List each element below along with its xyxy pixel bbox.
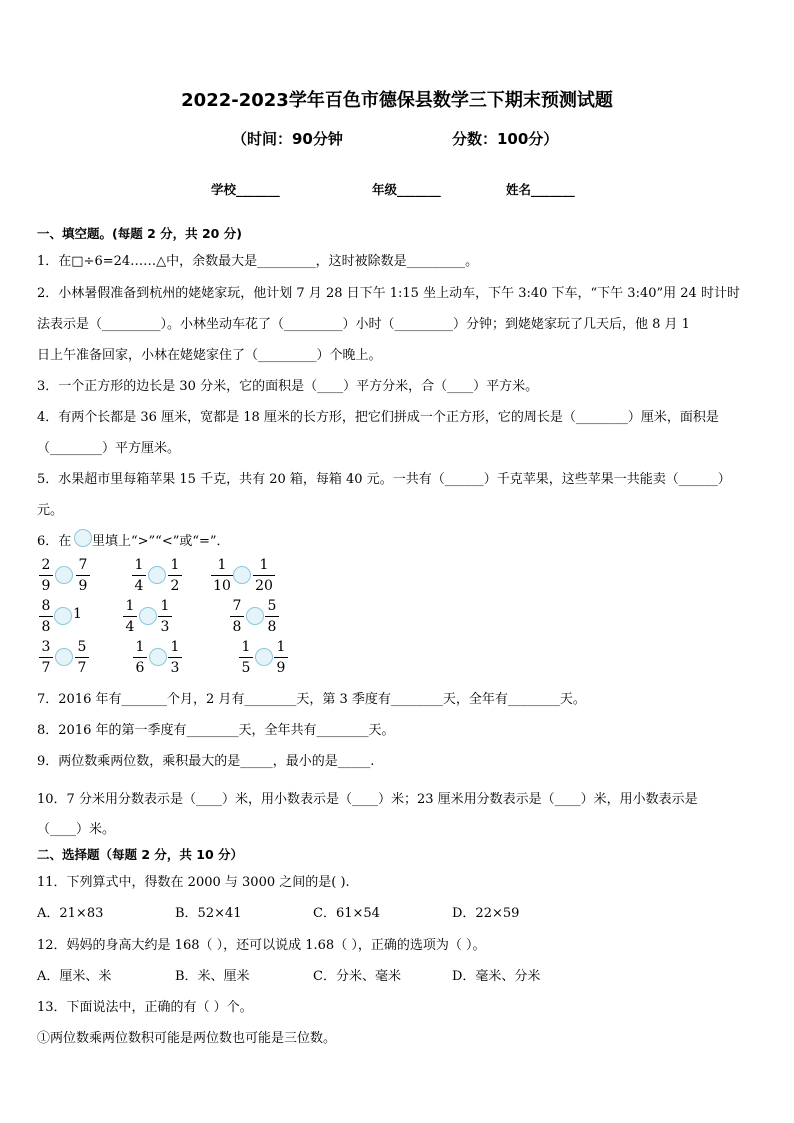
fraction: 2 9 [39, 557, 53, 594]
answer-circle[interactable] [55, 648, 73, 666]
section2-heading: 二、选择题（每题 2 分，共 10 分） [37, 847, 244, 862]
whole-number: 1 [73, 606, 82, 622]
answer-circle[interactable] [233, 566, 251, 584]
answer-circle[interactable] [255, 648, 273, 666]
question-2-line2: 法表示是（_________）。小林坐动车花了（_________）小时（_________）分钟；到姥姥家玩了几天后，他 8 月 1 [37, 317, 690, 332]
exam-score: 分数：100分） [452, 130, 559, 148]
section1-heading: 一、填空题。(每题 2 分，共 20 分) [37, 226, 242, 241]
question-12: 12．妈妈的身高大约是 168（ ），还可以说成 1.68（ ），正确的选项为（ ）。 [37, 938, 486, 953]
question-4-line1: 4．有两个长都是 36 厘米，宽都是 18 厘米的长方形，把它们拼成一个正方形，它的周长是（________）厘米，面积是 [37, 410, 719, 425]
q12-option-c[interactable]: C．分米、毫米 [313, 969, 401, 984]
question-4-line2: （________）平方厘米。 [37, 441, 181, 456]
answer-circle[interactable] [54, 607, 72, 625]
question-13-statement-1: ①两位数乘两位数积可能是两位数也可能是三位数。 [37, 1031, 337, 1046]
fraction: 1 2 [168, 557, 182, 594]
grade-field[interactable]: 年级_______ [372, 182, 441, 197]
q12-option-a[interactable]: A．厘米、米 [37, 969, 112, 984]
answer-circle[interactable] [139, 607, 157, 625]
fraction: 1 6 [133, 639, 147, 676]
answer-circle[interactable] [55, 566, 73, 584]
question-5-line1: 5．水果超市里每箱苹果 15 千克，共有 20 箱，每箱 40 元。一共有（______）千克苹果，这些苹果一共能卖（______） [37, 472, 731, 487]
fraction: 3 7 [39, 639, 53, 676]
question-6-prefix: 6．在 [37, 534, 72, 549]
question-10-line1: 10．7 分米用分数表示是（____）米，用小数表示是（____）米；23 厘米用分数表示是（____）米，用小数表示是 [37, 792, 698, 807]
question-2-line1: 2．小林暑假准备到杭州的姥姥家玩，他计划 7 月 28 日下午 1:15 坐上动车，下午 3:40 下车，“下午 3:40”用 24 时计时 [37, 286, 740, 301]
fraction: 1 3 [158, 598, 172, 635]
fraction: 1 4 [123, 598, 137, 635]
fraction: 1 10 [211, 557, 233, 594]
answer-circle[interactable] [149, 648, 167, 666]
question-10-line2: （____）米。 [37, 822, 116, 837]
fraction: 1 9 [274, 639, 288, 676]
fraction: 8 8 [39, 598, 53, 635]
exam-time: （时间：90分钟 [232, 130, 343, 148]
question-6-suffix: 里填上“>”“<”或“=”． [92, 534, 230, 549]
fraction: 5 7 [75, 639, 89, 676]
q11-option-a[interactable]: A．21×83 [37, 906, 104, 921]
fraction: 1 5 [239, 639, 253, 676]
fraction: 7 9 [76, 557, 90, 594]
answer-circle[interactable] [246, 607, 264, 625]
q11-option-d[interactable]: D．22×59 [452, 906, 520, 921]
school-field[interactable]: 学校_______ [211, 182, 280, 197]
fraction: 7 8 [230, 598, 244, 635]
question-9: 9．两位数乘两位数，乘积最大的是_____，最小的是_____. [37, 754, 375, 769]
question-11: 11．下列算式中，得数在 2000 与 3000 之间的是( ). [37, 875, 350, 890]
q11-option-c[interactable]: C．61×54 [313, 906, 380, 921]
fraction: 5 8 [265, 598, 279, 635]
question-5-line2: 元。 [37, 503, 64, 518]
question-1: 1．在□÷6=24……△中，余数最大是_________，这时被除数是_________。 [37, 254, 479, 269]
question-3: 3．一个正方形的边长是 30 分米，它的面积是（____）平方分米，合（____）平方米。 [37, 379, 539, 394]
name-field[interactable]: 姓名_______ [506, 182, 575, 197]
answer-circle[interactable] [148, 566, 166, 584]
question-7: 7．2016 年有_______个月，2 月有________天，第 3 季度有________天，全年有________天。 [37, 692, 586, 707]
q12-option-b[interactable]: B．米、厘米 [175, 969, 250, 984]
fraction: 1 3 [168, 639, 182, 676]
question-13: 13．下面说法中，正确的有（ ）个。 [37, 1000, 253, 1015]
question-8: 8．2016 年的第一季度有________天，全年共有________天。 [37, 723, 395, 738]
fraction: 1 20 [253, 557, 275, 594]
q11-option-b[interactable]: B．52×41 [175, 906, 242, 921]
question-2-line3: 日上午准备回家，小林在姥姥家住了（_________）个晚上。 [37, 348, 382, 363]
compare-circle-icon [74, 529, 92, 547]
q12-option-d[interactable]: D．毫米、分米 [452, 969, 541, 984]
page-title: 2022-2023学年百色市德保县数学三下期末预测试题 [181, 90, 613, 111]
fraction: 1 4 [132, 557, 146, 594]
